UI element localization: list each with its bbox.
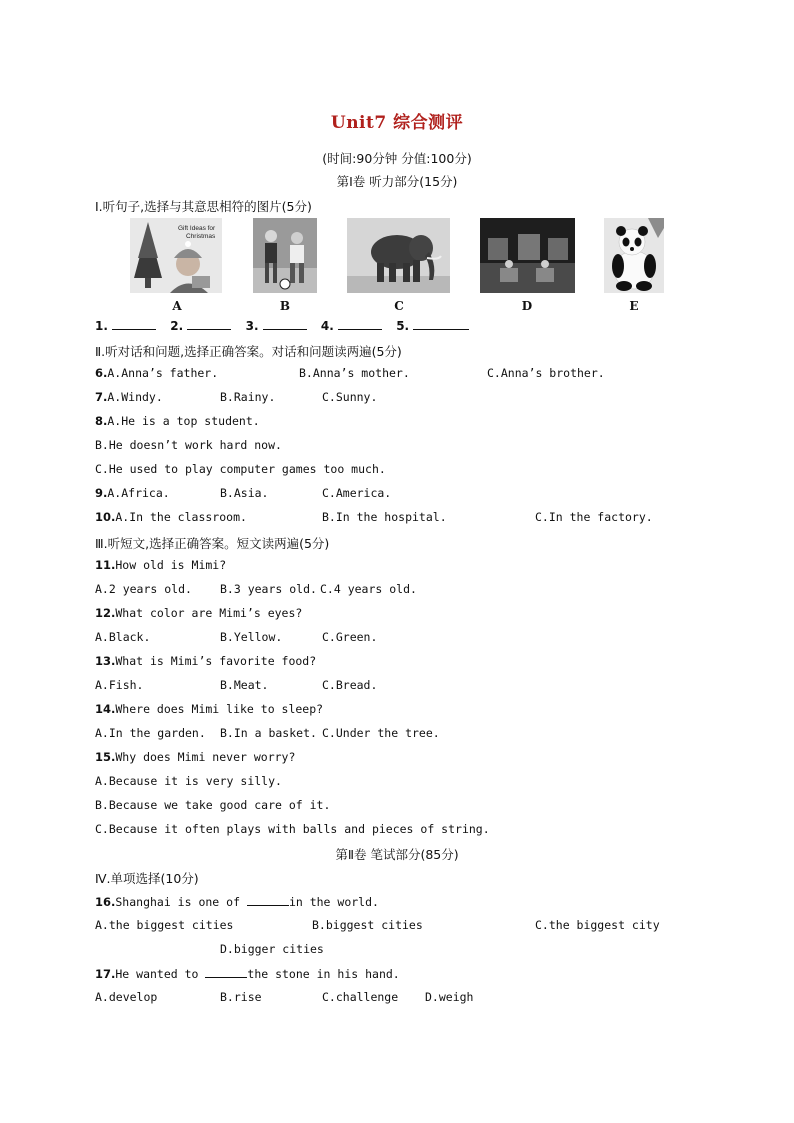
option-a: A.He is a top student.	[107, 414, 260, 428]
christmas-girl-picture	[130, 218, 222, 293]
picture-label-e: E	[629, 299, 639, 313]
question-12	[95, 606, 302, 620]
option-b: B.3 years old.	[220, 582, 317, 596]
question-number: 15.	[95, 750, 116, 764]
answer-label-1: 1.	[95, 319, 108, 333]
option-a: A.the biggest cities	[95, 918, 234, 932]
option-b: B.rise	[220, 990, 262, 1004]
question-8-option-c: C.He used to play computer games too much.	[95, 462, 386, 476]
section2-heading: Ⅱ.听对话和问题,选择正确答案。对话和问题读两遍(5分)	[95, 344, 402, 359]
question-8	[95, 414, 260, 428]
question-14-options	[95, 726, 440, 740]
option-c: C.challenge	[322, 990, 399, 1004]
option-b: B.In a basket.	[220, 726, 317, 740]
question-text-after: in the world.	[288, 895, 379, 909]
option-b: B.In the hospital.	[322, 510, 447, 524]
option-d: D.weigh	[425, 990, 474, 1004]
answer-blank-5[interactable]	[413, 318, 469, 330]
question-text: How old is Mimi?	[115, 558, 227, 572]
question-number: 10.	[95, 510, 116, 524]
answer-blank-1[interactable]	[112, 318, 156, 330]
option-c: C.Anna’s brother.	[487, 366, 605, 380]
question-number: 11.	[95, 558, 116, 572]
answer-label-3: 3.	[245, 319, 259, 333]
question-text: Where does Mimi like to sleep?	[115, 702, 324, 716]
question-number: 7.	[95, 390, 108, 404]
question-number: 6.	[95, 366, 108, 380]
option-b: B.biggest cities	[312, 918, 423, 932]
option-a: A.Fish.	[95, 678, 144, 692]
page-title: Unit7 综合测评	[330, 113, 464, 133]
question-17-options	[95, 990, 474, 1004]
question-text-before: Shanghai is one of	[115, 895, 247, 909]
question-13	[95, 654, 316, 668]
question-15	[95, 750, 295, 764]
section3-heading: Ⅲ.听短文,选择正确答案。短文读两遍(5分)	[95, 536, 330, 551]
question-text: What color are Mimi’s eyes?	[115, 606, 303, 620]
answer-blanks-row	[95, 318, 479, 333]
option-b: B.Asia.	[220, 486, 269, 500]
question-17-blank[interactable]	[205, 966, 247, 978]
option-c: C.Sunny.	[322, 390, 378, 404]
option-c: C.America.	[322, 486, 392, 500]
time-score-line: (时间:90分钟 分值:100分)	[322, 151, 472, 166]
option-a: A.2 years old.	[95, 582, 192, 596]
question-text: Why does Mimi never worry?	[115, 750, 296, 764]
question-number: 9.	[95, 486, 108, 500]
football-kids-picture	[253, 218, 317, 293]
option-b: B.Rainy.	[220, 390, 276, 404]
picture-label-a: A	[172, 299, 182, 313]
question-11	[95, 558, 226, 572]
question-15-option-c: C.Because it often plays with balls and pieces of string.	[95, 822, 490, 836]
option-a: A.develop	[95, 990, 158, 1004]
question-text-after: the stone in his hand.	[247, 967, 400, 981]
answer-label-5: 5.	[396, 319, 410, 333]
question-15-option-a: A.Because it is very silly.	[95, 774, 282, 788]
elephant-picture	[347, 218, 450, 293]
question-number: 16.	[95, 895, 116, 909]
part2-title: 第Ⅱ卷 笔试部分(85分)	[335, 847, 459, 862]
option-a: A.In the classroom.	[115, 510, 247, 524]
option-c: C.Bread.	[322, 678, 378, 692]
question-12-options	[95, 630, 378, 644]
option-b: B.Yellow.	[220, 630, 283, 644]
option-a: A.In the garden.	[95, 726, 206, 740]
question-17	[95, 966, 400, 981]
question-number: 14.	[95, 702, 116, 716]
question-number: 13.	[95, 654, 116, 668]
option-c: C.In the factory.	[535, 510, 653, 524]
question-16-blank[interactable]	[247, 894, 289, 906]
option-a: A.Anna’s father.	[107, 366, 219, 380]
option-c: C.Under the tree.	[322, 726, 440, 740]
question-11-options	[95, 582, 417, 596]
question-number: 12.	[95, 606, 116, 620]
picture-label-b: B	[279, 299, 291, 313]
answer-blank-4[interactable]	[338, 318, 382, 330]
question-16-option-d: D.bigger cities	[220, 942, 324, 956]
question-number: 17.	[95, 967, 116, 981]
answer-label-4: 4.	[320, 319, 334, 333]
question-10	[95, 510, 653, 524]
picture-caption-line2: Christmas	[186, 233, 216, 240]
question-6	[95, 366, 605, 380]
question-16-options	[95, 918, 660, 932]
option-c: C.4 years old.	[320, 582, 417, 596]
answer-label-2: 2.	[170, 319, 184, 333]
option-b: B.Meat.	[220, 678, 269, 692]
panda-picture	[604, 218, 664, 293]
question-15-option-b: B.Because we take good care of it.	[95, 798, 331, 812]
question-14	[95, 702, 323, 716]
option-c: C.the biggest city	[535, 918, 660, 932]
question-number: 8.	[95, 414, 108, 428]
question-13-options	[95, 678, 378, 692]
option-a: A.Black.	[95, 630, 151, 644]
question-text: What is Mimi’s favorite food?	[115, 654, 317, 668]
question-9	[95, 486, 392, 500]
answer-blank-3[interactable]	[263, 318, 307, 330]
picture-label-d: D	[521, 299, 533, 313]
question-16	[95, 894, 379, 909]
question-8-option-b: B.He doesn’t work hard now.	[95, 438, 282, 452]
option-a: A.Windy.	[107, 390, 163, 404]
option-c: C.Green.	[322, 630, 378, 644]
section1-heading: Ⅰ.听句子,选择与其意思相符的图片(5分)	[95, 199, 312, 214]
answer-blank-2[interactable]	[187, 318, 231, 330]
question-text-before: He wanted to	[115, 967, 206, 981]
museum-picture	[480, 218, 575, 293]
picture-caption-line1: Gift Ideas for	[178, 225, 216, 232]
option-a: A.Africa.	[107, 486, 170, 500]
option-b: B.Anna’s mother.	[299, 366, 410, 380]
picture-label-c: C	[394, 299, 404, 313]
part1-title: 第Ⅰ卷 听力部分(15分)	[336, 174, 458, 189]
question-7	[95, 390, 378, 404]
section4-heading: Ⅳ.单项选择(10分)	[95, 871, 199, 886]
